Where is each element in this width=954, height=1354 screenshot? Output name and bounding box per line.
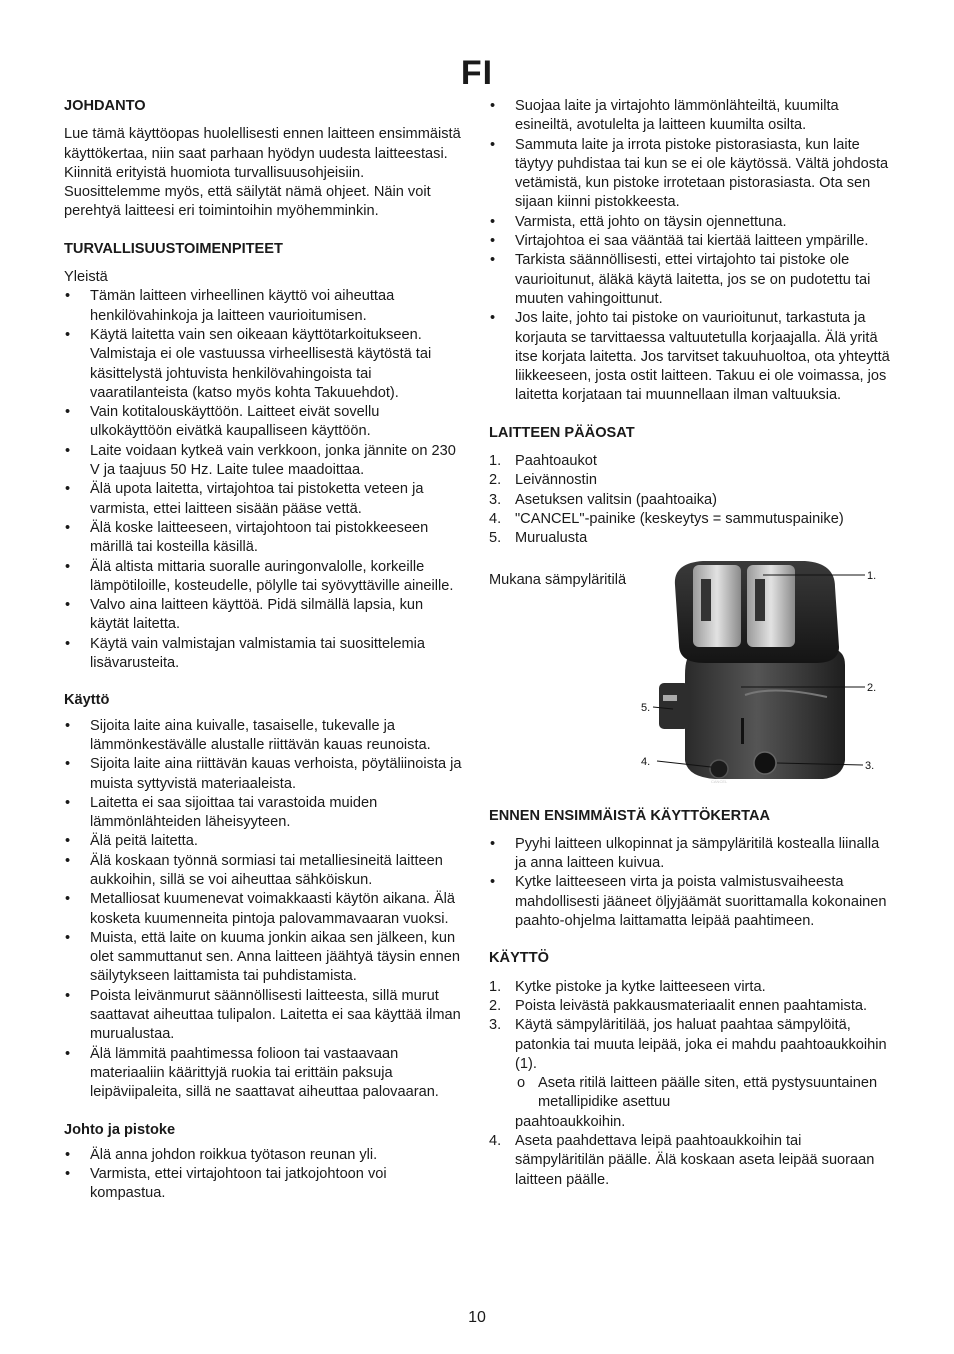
safety-section (64, 240, 464, 674)
list-item: • Metalliosat kuumenevat voimakkaasti käytön aikana. Älä kosketa kuumenneita pintoja palovammavaaran vuoksi. (64, 890, 464, 929)
list-item: • Pyyhi laitteen ulkopinnat ja sämpyläritilä kostealla liinalla ja anna laitteen kuivua. (489, 835, 891, 874)
safety-heading: TURVALLISUUSTOIMENPITEET (64, 240, 283, 257)
list-item: • Valvo aina laitteen käyttöä. Pidä silmällä lapsia, kun käytät laitetta. (64, 596, 464, 635)
list-item: • Laitetta ei saa sijoittaa tai varastoida muiden lämmönlähteiden läheisyyteen. (64, 794, 464, 833)
bread-slot-right (747, 565, 795, 647)
left-column (64, 97, 464, 1222)
item-text: Asetuksen valitsin (paahtoaika) (515, 491, 717, 508)
cancel-button-knob (710, 760, 728, 778)
list-item: • Vain kotitalouskäyttöön. Laitteet eivät sovellu ulkokäyttöön eivätkä kaupalliseen käyttöön. (64, 403, 464, 442)
product-figure (489, 555, 891, 787)
usage-list (489, 978, 891, 1074)
list-item: • Varmista, että johto on täysin ojennettuna. (489, 213, 891, 232)
item-number: 5. (489, 530, 502, 547)
safety-subheading: Yleistä (64, 269, 108, 286)
list-item: • Älä upota laitetta, virtajohtoa tai pistoketta veteen ja varmista, ettei laitteen sisään pääse vettä. (64, 480, 464, 519)
item-number: 4. (489, 510, 502, 527)
intro-heading: JOHDANTO (64, 98, 146, 114)
sub-marker: o (517, 1075, 526, 1092)
list-item: • Virtajohtoa ei saa vääntää tai kiertää laitteen ympärille. (489, 232, 891, 251)
list-item: • Älä lämmitä paahtimessa folioon tai vastaavaan materiaaliin käärittyjä ruokia tai erittäin paksuja leipäviipaleita, sillä ne saattavat aiheuttaa palovaaran. (64, 1045, 464, 1103)
list-item (489, 452, 891, 471)
parts-heading: LAITTEEN PÄÄOSAT (489, 424, 635, 441)
list-item: • Älä peitä laitetta. (64, 832, 464, 851)
list-item: • Älä altista mittaria suoralle auringonvalolle, korkeille lämpötiloille, kosteudelle, pölylle tai syövyttäville aineille. (64, 558, 464, 597)
item-number: 1. (489, 978, 502, 995)
item-text: Käytä sämpyläritilää, jos haluat paahtaa sämpylöitä, patonkia tai muuta leipää, joka ei mahdu paahtoaukkoihin (1). (515, 1017, 887, 1072)
list-item (489, 1016, 891, 1074)
item-number: 1. (489, 453, 502, 470)
item-number: 3. (489, 491, 502, 508)
list-item: • Suojaa laite ja virtajohto lämmönlähteiltä, kuumilta esineiltä, avotulelta ja laitteen kuumilta osilta. (489, 97, 891, 136)
list-item (489, 510, 891, 529)
usage-subitem (489, 1074, 891, 1113)
cord-list (64, 1146, 464, 1204)
list-item: • Älä koskaan työnnä sormiasi tai metalliesineitä laitteen aukkoihin, sillä se voi aiheuttaa sähköiskun. (64, 852, 464, 891)
list-item: • Laite voidaan kytkeä vain verkkoon, jonka jännite on 230 V ja taajuus 50 Hz. Laite tulee maadoittaa. (64, 442, 464, 481)
language-code: FI (460, 54, 494, 92)
list-item: • Sijoita laite aina riittävän kauas verhoista, pöytäliinoista ja muista syttyvistä materiaaleista. (64, 755, 464, 794)
list-item (489, 978, 891, 997)
right-column (489, 97, 891, 1208)
item-text: "CANCEL"-painike (keskeytys = sammutuspainike) (515, 510, 844, 527)
list-item (489, 471, 891, 490)
toaster-image (641, 555, 891, 787)
crumb-tray (659, 683, 689, 729)
figure-caption: Mukana sämpyläritilä (489, 571, 627, 588)
item-text: Paahtoaukot (515, 453, 597, 470)
callout-4: 4. (641, 755, 651, 768)
list-item (489, 997, 891, 1016)
cord-heading: Johto ja pistoke (64, 1121, 176, 1138)
sub-text: Aseta ritilä laitteen päälle siten, että pystysuuntainen metallipidike asettuu (538, 1075, 878, 1111)
callout-3: 3. (865, 759, 875, 772)
cord-section (64, 1121, 464, 1204)
item-text: Aseta paahdettava leipä paahtoaukkoihin tai sämpyläritilän päälle. Älä koskaan aseta leipää suoraan laitteen päälle. (515, 1132, 875, 1188)
bread-slot-left (693, 565, 741, 647)
item-number: 3. (489, 1017, 502, 1034)
usage-subitem-tail: paahtoaukkoihin. (515, 1113, 626, 1130)
list-item: • Käytä laitetta vain sen oikeaan käyttötarkoitukseen. Valmistaja ei ole vastuussa virheellisestä käytöstä tai käsittelystä johtuvista henkilövahingoista tai vaaratilanteista (katso myös kohta Takuuehdot). (64, 326, 464, 403)
usage-list-continued (489, 1132, 891, 1190)
list-item: • Älä koske laitteeseen, virtajohtoon tai pistokkeeseen märillä tai kosteilla käsillä. (64, 519, 464, 558)
item-text: Leivännostin (515, 472, 597, 489)
list-item: • Jos laite, johto tai pistoke on vaurioitunut, tarkastuta ja korjauta se tarvittaessa valtuutetulla korjaajalla. Älä yritä itse korjata laitetta. Jos tarvitset takuuhuoltoa, ota yhteyttä liikkeeseen, josta ostit laitteen. Takuu ei ole voimassa, jos laitetta korjataan tai muunnellaan ilman valtuuksia. (489, 309, 891, 405)
list-item: • Poista leivänmurut säännöllisesti laitteesta, sillä murut saattavat aiheuttaa tulipalon. Laitetta ei saa käyttää ilman murualustaa. (64, 987, 464, 1045)
page-number: 10 (468, 1309, 486, 1326)
usage-heading: KÄYTTÖ (489, 950, 549, 967)
list-item (489, 529, 891, 548)
list-item: • Tämän laitteen virheellinen käyttö voi aiheuttaa henkilövahinkoja ja laitteen vaurioitumisen. (64, 287, 464, 326)
safety-list (64, 287, 464, 673)
before-list (489, 835, 891, 931)
list-item (489, 1132, 891, 1190)
list-item: • Varmista, ettei virtajohtoon tai jatkojohtoon voi kompastua. (64, 1165, 464, 1204)
callout-2: 2. (867, 681, 877, 694)
usage-section (489, 949, 891, 1190)
cord-continued-list (489, 97, 891, 406)
timer-dial (754, 752, 776, 774)
intro-section (64, 97, 464, 222)
item-text: Kytke pistoke ja kytke laitteeseen virta. (515, 978, 766, 995)
parts-section (489, 424, 891, 787)
use-section (64, 691, 464, 1102)
item-text: Murualusta (515, 530, 588, 547)
before-first-use-section (489, 807, 891, 932)
cord-continued-section (489, 97, 891, 406)
use-heading: Käyttö (64, 692, 110, 709)
use-list (64, 717, 464, 1103)
item-text: Poista leivästä pakkausmateriaalit ennen paahtamista. (515, 997, 868, 1014)
list-item: • Muista, että laite on kuuma jonkin aikaa sen jälkeen, kun olet sammuttanut sen. Anna laitteen jäähtyä täysin ennen säilytykseen laittamista tai puhdistamista. (64, 929, 464, 987)
parts-list (489, 452, 891, 548)
device-cancel-label: CANCEL (711, 778, 728, 784)
intro-text: Lue tämä käyttöopas huolellisesti ennen laitteen ensimmäistä käyttökertaa, niin saat parhaan hyödyn uudesta laitteestasi. Kiinnitä erityistä huomiota turvallisuusohjeisiin. Suosittelemme myös, että säilytät nämä ohjeet. Näin voit perehtyä laitteesi eri toimintoihin myöhemminkin. (64, 126, 461, 220)
callout-5: 5. (641, 701, 651, 714)
item-number: 2. (489, 997, 502, 1014)
list-item (489, 491, 891, 510)
list-item: • Käytä vain valmistajan valmistamia tai suosittelemia lisävarusteita. (64, 635, 464, 674)
list-item: • Älä anna johdon roikkua työtason reunan yli. (64, 1146, 464, 1165)
callout-1: 1. (867, 569, 877, 582)
list-item: • Sammuta laite ja irrota pistoke pistorasiasta, kun laite täytyy puhdistaa tai kun se ei ole käytössä. Vältä johdosta vetämistä, kun pistoke irrotetaan pistorasiasta. Ota sen sijaan kiinni pistokkeesta. (489, 136, 891, 213)
list-item: • Tarkista säännöllisesti, ettei virtajohto tai pistoke ole vaurioitunut, äläkä käytä laitetta, jos se on pudotettu tai muuten vahingoittunut. (489, 251, 891, 309)
item-number: 2. (489, 472, 502, 489)
item-number: 4. (489, 1132, 502, 1149)
before-heading: ENNEN ENSIMMÄISTÄ KÄYTTÖKERTAA (489, 807, 771, 824)
list-item: • Kytke laitteeseen virta ja poista valmistusvaiheesta mahdollisesti jääneet öljyjäämät suorittamalla kokonainen paahto-ohjelma laittamatta leipää paahtimeen. (489, 873, 891, 931)
list-item: • Sijoita laite aina kuivalle, tasaiselle, tukevalle ja lämmönkestävälle alustalle riittävän kauas reunoista. (64, 717, 464, 756)
